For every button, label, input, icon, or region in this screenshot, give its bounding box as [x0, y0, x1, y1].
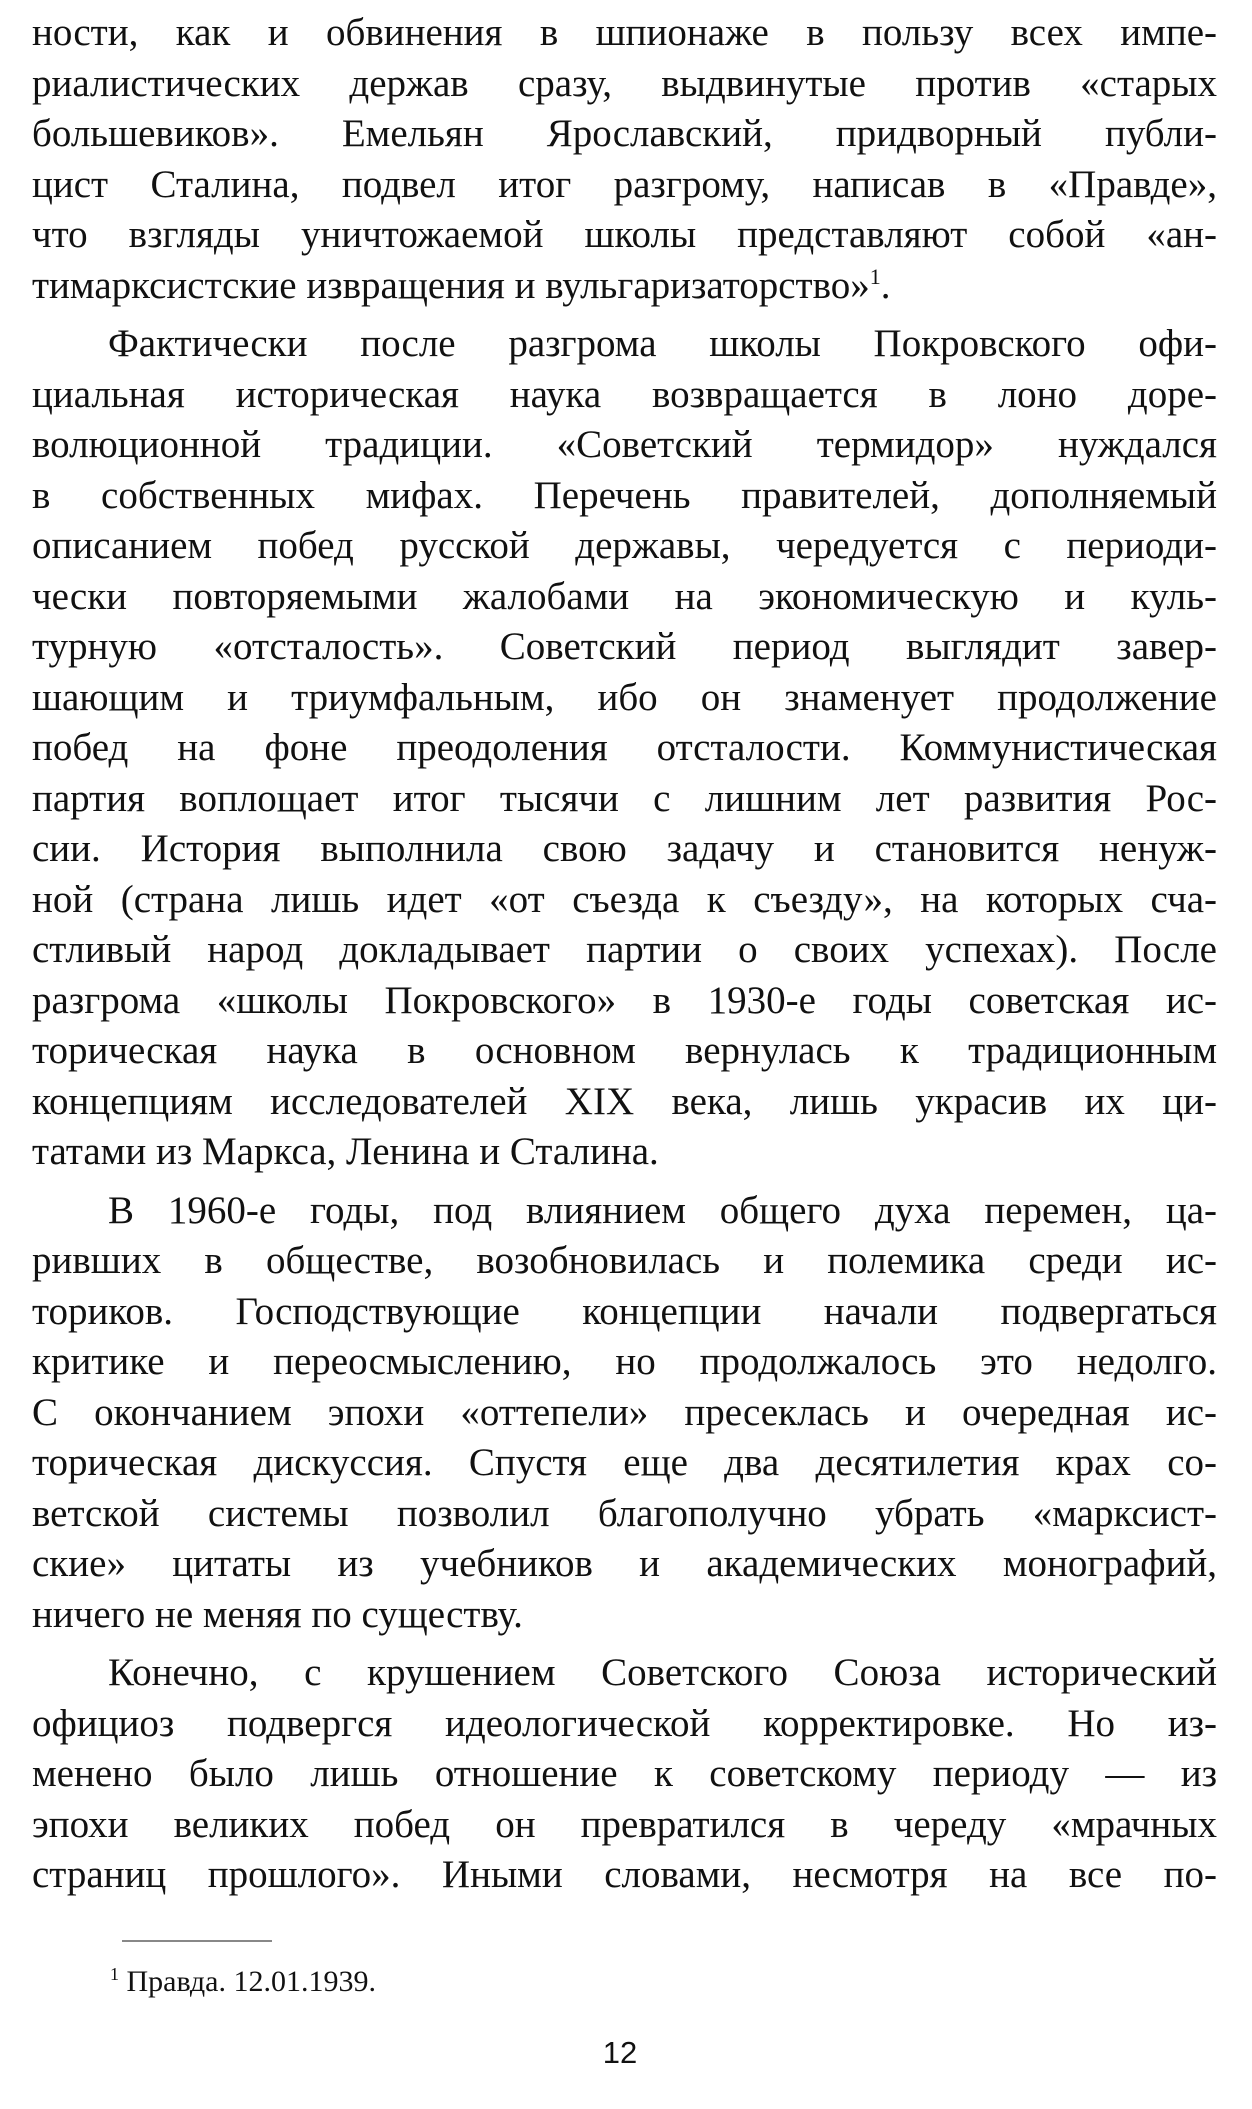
text-line: ной (страна лишь идет «от съезда к съезду», на которых сча-	[32, 877, 1217, 921]
paragraph-4	[32, 1648, 1217, 1901]
text-line: ничего не меняя по существу.	[32, 1592, 523, 1636]
paragraph-2	[32, 319, 1217, 1178]
text-line: ские» цитаты из учебников и академических монографий,	[32, 1542, 1217, 1585]
text-line: В 1960-е годы, под влиянием общего духа перемен, ца-	[108, 1188, 1217, 1232]
paragraph-3	[32, 1186, 1217, 1641]
sentence-end: .	[880, 263, 891, 307]
text-line: стливый народ докладывает партии о своих успехах). После	[32, 928, 1217, 971]
text-line: татами из Маркса, Ленина и Сталина.	[32, 1130, 659, 1173]
text-line: Конечно, с крушением Советского Союза исторический	[108, 1651, 1217, 1694]
text-line: Фактически после разгрома школы Покровского офи-	[108, 322, 1217, 365]
footnote-reference: 1	[869, 263, 881, 289]
paragraph-gap	[32, 1640, 1217, 1648]
paragraph-gap	[32, 311, 1217, 319]
text-line: разгрома «школы Покровского» в 1930-е годы советская ис-	[32, 978, 1217, 1022]
text-line: ривших в обществе, возобновилась и полемика среди ис-	[32, 1239, 1217, 1282]
text-line: циальная историческая наука возвращается в лоно доре-	[32, 372, 1217, 416]
paragraph-gap	[32, 1178, 1217, 1186]
page-number: 12	[602, 2035, 638, 2070]
text-line: официоз подвергся идеологической корректировке. Но из-	[32, 1701, 1217, 1745]
text-line: ториков. Господствующие концепции начали подвергаться	[32, 1289, 1217, 1333]
text-line: менено было лишь отношение к советскому периоду — из	[32, 1752, 1217, 1795]
text-line: волюционной традиции. «Советский термидор» нуждался	[32, 423, 1217, 466]
text-line: побед на фоне преодоления отсталости. Коммунистическая	[32, 726, 1217, 769]
text-line: что взгляды уничтожаемой школы представляют собой «ан-	[32, 213, 1217, 256]
text-line: шающим и триумфальным, ибо он знаменует продолжение	[32, 675, 1217, 719]
text-line: риалистических держав сразу, выдвинутые против «старых	[32, 61, 1217, 105]
text-line-content: тимарксистские извращения и вульгаризаторство»	[32, 263, 870, 307]
text-line: ветской системы позволил благополучно убрать «марксист-	[32, 1491, 1217, 1535]
text-line: сии. История выполнила свою задачу и становится ненуж-	[32, 827, 1217, 870]
text-line: С окончанием эпохи «оттепели» пресеклась и очередная ис-	[32, 1390, 1217, 1434]
text-line: описанием побед русской державы, чередуется с периоди-	[32, 524, 1217, 567]
text-line: турную «отсталость». Советский период выглядит завер-	[32, 625, 1217, 668]
text-line: большевиков». Емельян Ярославский, придворный публи-	[32, 112, 1217, 155]
footnote	[110, 1962, 376, 2002]
text-line: ности, как и обвинения в шпионаже в пользу всех импе-	[32, 11, 1217, 54]
paragraph-1	[32, 8, 1217, 311]
footnote-mark: 1	[110, 1964, 119, 1984]
text-line: критике и переосмыслению, но продолжалось это недолго.	[32, 1340, 1217, 1383]
text-line: страниц прошлого». Иными словами, несмотря на все по-	[32, 1853, 1217, 1896]
text-line: эпохи великих побед он превратился в череду «мрачных	[32, 1802, 1217, 1846]
text-line: чески повторяемыми жалобами на экономическую и куль-	[32, 574, 1217, 618]
text-line: торическая наука в основном вернулась к традиционным	[32, 1029, 1217, 1072]
footnote-text: Правда. 12.01.1939.	[119, 1965, 376, 1998]
text-line: концепциям исследователей XIX века, лишь украсив их ци-	[32, 1079, 1217, 1123]
text-line: в собственных мифах. Перечень правителей, дополняемый	[32, 473, 1217, 517]
footnote-divider	[122, 1940, 272, 1942]
text-line: торическая дискуссия. Спустя еще два десятилетия крах со-	[32, 1441, 1217, 1484]
text-line: партия воплощает итог тысячи с лишним лет развития Рос-	[32, 776, 1217, 820]
text-line	[32, 261, 1217, 312]
text-line: цист Сталина, подвел итог разгрому, написав в «Правде»,	[32, 162, 1217, 206]
page-text	[32, 8, 1217, 1901]
